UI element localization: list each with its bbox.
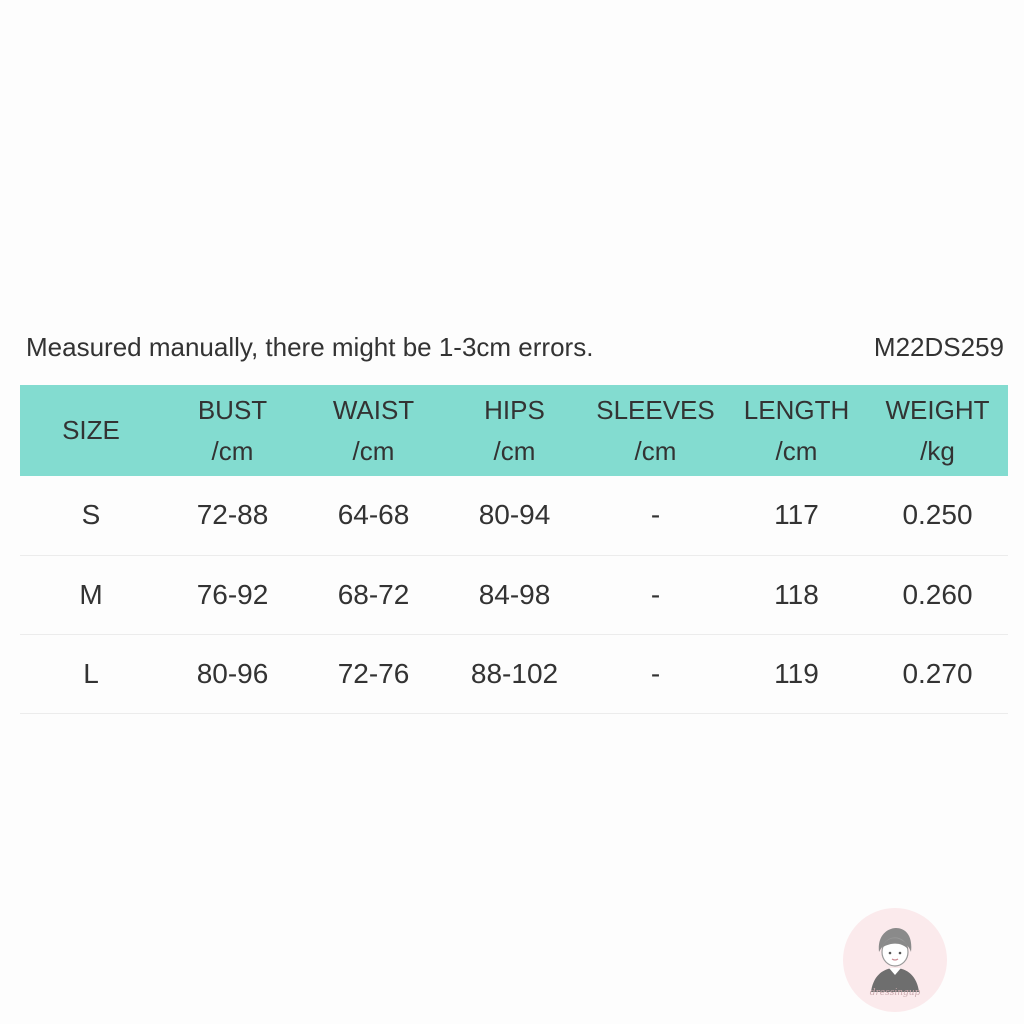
cell-waist: 72-76	[337, 657, 410, 689]
cell-hips: 80-94	[478, 499, 551, 531]
header-unit: /cm	[634, 435, 677, 466]
header-waist	[303, 385, 444, 476]
measurement-note: Measured manually, there might be 1-3cm errors.	[26, 332, 594, 362]
cell-bust: 72-88	[196, 499, 269, 531]
header-unit: /kg	[920, 435, 955, 466]
cell-waist: 64-68	[337, 499, 410, 531]
product-code: M22DS259	[873, 332, 1004, 362]
logo-text: dressingup	[869, 988, 921, 998]
cell-length: 117	[774, 499, 819, 531]
header-label: LENGTH	[743, 394, 850, 425]
header-size	[20, 385, 162, 476]
table-header-row	[20, 385, 1008, 476]
cell-waist: 68-72	[337, 578, 410, 610]
table-row	[20, 476, 1008, 555]
header-bust	[162, 385, 303, 476]
header-unit: /cm	[493, 435, 536, 466]
header-sleeves	[585, 385, 726, 476]
cell-bust: 76-92	[196, 578, 269, 610]
cell-weight: 0.250	[902, 499, 973, 531]
header-label: WEIGHT	[885, 394, 990, 425]
header-label: WAIST	[332, 394, 415, 425]
cell-hips: 84-98	[478, 578, 551, 610]
cell-size: L	[83, 657, 99, 689]
cell-size: S	[81, 499, 101, 531]
header-unit: /cm	[352, 435, 395, 466]
header-label: BUST	[197, 394, 268, 425]
cell-length: 119	[774, 657, 819, 689]
cell-sleeves: -	[650, 657, 661, 689]
cell-weight: 0.270	[902, 657, 973, 689]
header-hips	[444, 385, 585, 476]
header-length	[726, 385, 867, 476]
header-label: HIPS	[484, 394, 545, 425]
header-unit: /cm	[775, 435, 818, 466]
cell-length: 118	[774, 578, 819, 610]
header-unit: /cm	[211, 435, 254, 466]
table-row	[20, 634, 1008, 713]
header-label: SLEEVES	[596, 394, 715, 425]
size-chart-table	[20, 385, 1008, 714]
cell-sleeves: -	[650, 499, 661, 531]
brand-logo	[843, 908, 947, 1012]
cell-weight: 0.260	[902, 578, 973, 610]
header-label: SIZE	[62, 415, 120, 445]
cell-size: M	[79, 578, 103, 610]
header-weight	[867, 385, 1008, 476]
cell-bust: 80-96	[196, 657, 269, 689]
cell-hips: 88-102	[470, 657, 559, 689]
table-row	[20, 555, 1008, 634]
caption-row	[26, 328, 1004, 368]
cell-sleeves: -	[650, 578, 661, 610]
